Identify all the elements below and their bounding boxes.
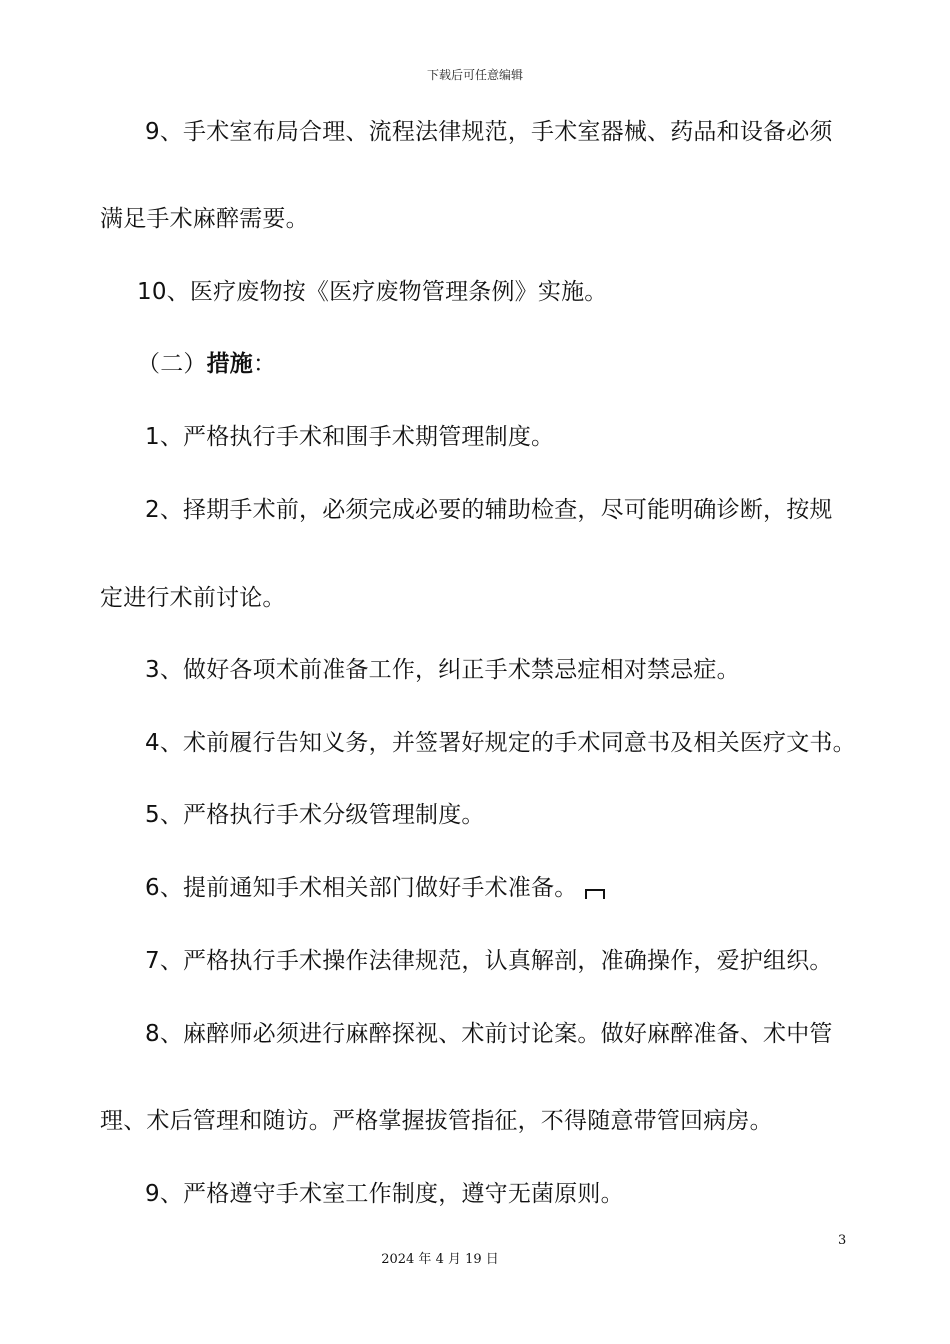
page-number: 3 xyxy=(838,1233,847,1248)
paragraph-line: 2、择期手术前，必须完成必要的辅助检查，尽可能明确诊断，按规 xyxy=(145,497,833,523)
paragraph-line: 4、术前履行告知义务，并签署好规定的手术同意书及相关医疗文书。 xyxy=(145,730,856,756)
paragraph-text: 6、提前通知手术相关部门做好手术准备。 xyxy=(145,875,578,901)
section-heading xyxy=(100,348,897,380)
paragraph-line: 1、严格执行手术和围手术期管理制度。 xyxy=(145,424,555,450)
paragraph-line: 10、医疗废物按《医疗废物管理条例》实施。 xyxy=(137,279,608,305)
section-heading-prefix: （二） xyxy=(137,351,207,377)
paragraph-line: 9、严格遵守手术室工作制度，遵守无菌原则。 xyxy=(145,1181,624,1207)
section-heading-title: 措施 xyxy=(206,351,254,377)
section-heading-suffix: ： xyxy=(253,351,277,377)
paragraph-line: 定进行术前讨论。 xyxy=(100,585,286,611)
paragraph-line: 8、麻醉师必须进行麻醉探视、术前讨论案。做好麻醉准备、术中管 xyxy=(145,1021,833,1047)
paragraph-line: 7、严格执行手术操作法律规范，认真解剖，准确操作，爱护组织。 xyxy=(145,948,833,974)
page-footer-date: 2024 年 4 月 19 日 xyxy=(381,1252,499,1267)
paragraph-line: 3、做好各项术前准备工作，纠正手术禁忌症相对禁忌症。 xyxy=(145,657,740,683)
paragraph-line: 9、手术室布局合理、流程法律规范，手术室器械、药品和设备必须 xyxy=(145,119,833,145)
bracket-mark-icon xyxy=(585,889,605,899)
paragraph-line xyxy=(100,872,905,904)
paragraph-line: 5、严格执行手术分级管理制度。 xyxy=(145,802,485,828)
paragraph-line: 满足手术麻醉需要。 xyxy=(100,206,309,232)
page-header: 下载后可任意编辑 xyxy=(426,68,523,82)
paragraph-line: 理、术后管理和随访。严格掌握拔管指征，不得随意带管回病房。 xyxy=(100,1108,773,1134)
